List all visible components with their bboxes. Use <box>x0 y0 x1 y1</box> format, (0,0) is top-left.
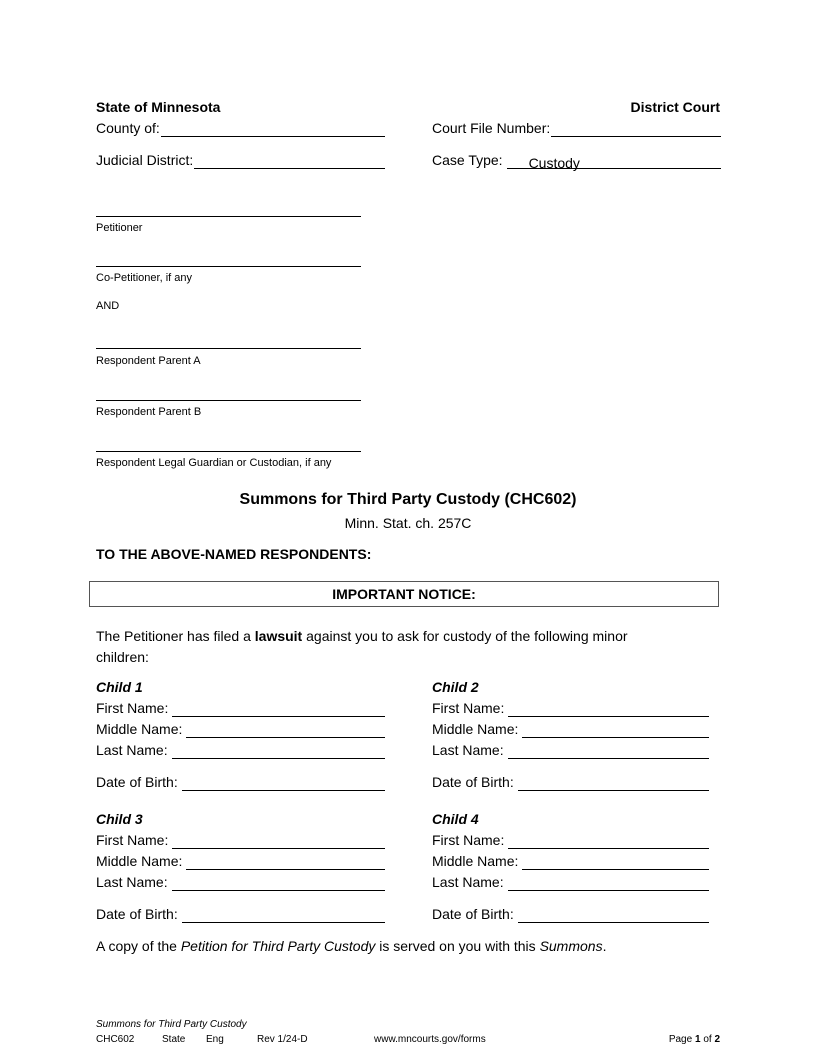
child-1-first-name-line[interactable] <box>172 702 385 717</box>
child-4-dob-field[interactable] <box>432 905 709 923</box>
child-3-dob-label: Date of Birth: <box>96 906 178 922</box>
court-label: District Court <box>630 99 720 115</box>
copy-note-middle: is served on you with this <box>375 938 540 954</box>
form-title: Summons for Third Party Custody (CHC602) <box>239 491 577 508</box>
child-4-middle-name-field[interactable] <box>432 852 709 870</box>
important-notice-box <box>89 581 719 607</box>
respondent-b-line[interactable] <box>96 400 361 401</box>
child-1-middle-name-line[interactable] <box>186 723 385 738</box>
copy-note-petition-title: Petition for Third Party Custody <box>180 938 376 954</box>
county-label: County of: <box>96 120 160 136</box>
co-petitioner-label: Co-Petitioner, if any <box>96 272 192 284</box>
child-2-dob-line[interactable] <box>518 776 709 791</box>
child-2-first-name-field[interactable] <box>432 699 709 717</box>
child-3-middle-name-line[interactable] <box>186 855 385 870</box>
child-3-first-name-label: First Name: <box>96 832 169 848</box>
child-2-first-name-label: First Name: <box>432 700 505 716</box>
respondent-guardian-label: Respondent Legal Guardian or Custodian, if any <box>96 457 332 469</box>
case-type-value[interactable]: Custody <box>507 154 721 169</box>
child-3-dob-line[interactable] <box>182 908 385 923</box>
court-file-number-input-line[interactable] <box>551 122 721 137</box>
child-4-first-name-field[interactable] <box>432 831 709 849</box>
child-3-dob-field[interactable] <box>96 905 385 923</box>
child-3-first-name-field[interactable] <box>96 831 385 849</box>
child-3-last-name-line[interactable] <box>172 876 385 891</box>
judicial-district-field[interactable] <box>96 151 385 169</box>
judicial-district-label: Judicial District: <box>96 152 194 168</box>
judicial-district-input-line[interactable] <box>194 154 385 169</box>
footer-url[interactable]: www.mncourts.gov/forms <box>374 1034 486 1045</box>
child-1-middle-name-field[interactable] <box>96 720 385 738</box>
child-2-last-name-label: Last Name: <box>432 742 504 758</box>
child-3-heading: Child 3 <box>96 811 143 827</box>
child-4-last-name-label: Last Name: <box>432 874 504 890</box>
copy-note-after: . <box>602 938 607 954</box>
child-4-dob-label: Date of Birth: <box>432 906 514 922</box>
footer-page-current: 1 <box>694 1034 701 1045</box>
footer-form-code: CHC602 <box>96 1034 135 1045</box>
copy-note-summons-word: Summons <box>539 938 603 954</box>
child-4-first-name-line[interactable] <box>508 834 709 849</box>
child-3-middle-name-label: Middle Name: <box>96 853 183 869</box>
footer-state: State <box>162 1034 186 1045</box>
statute-reference: Minn. Stat. ch. 257C <box>344 515 472 531</box>
intro-text-before: The Petitioner has filed a <box>96 628 255 644</box>
and-label: AND <box>96 300 120 312</box>
co-petitioner-line[interactable] <box>96 266 361 267</box>
case-type-field[interactable] <box>432 151 721 169</box>
child-4-dob-line[interactable] <box>518 908 709 923</box>
child-4-heading: Child 4 <box>432 811 479 827</box>
child-1-dob-label: Date of Birth: <box>96 774 178 790</box>
intro-paragraph <box>96 626 720 668</box>
footer-revision: Rev 1/24-D <box>257 1034 308 1045</box>
intro-text-line2: children: <box>96 649 149 665</box>
important-notice-heading: IMPORTANT NOTICE: <box>332 586 476 602</box>
child-4-middle-name-label: Middle Name: <box>432 853 519 869</box>
copy-note <box>96 937 606 955</box>
child-1-last-name-field[interactable] <box>96 741 385 759</box>
county-input-line[interactable] <box>161 122 385 137</box>
child-3-last-name-label: Last Name: <box>96 874 168 890</box>
child-1-dob-line[interactable] <box>182 776 385 791</box>
child-4-last-name-field[interactable] <box>432 873 709 891</box>
county-field[interactable] <box>96 119 385 137</box>
child-3-last-name-field[interactable] <box>96 873 385 891</box>
child-2-first-name-line[interactable] <box>508 702 709 717</box>
child-4-last-name-line[interactable] <box>508 876 709 891</box>
footer-page-number <box>620 1034 720 1046</box>
child-3-first-name-line[interactable] <box>172 834 385 849</box>
to-respondents-heading: TO THE ABOVE-NAMED RESPONDENTS: <box>96 546 372 562</box>
court-file-number-label: Court File Number: <box>432 120 551 136</box>
child-3-middle-name-field[interactable] <box>96 852 385 870</box>
child-1-last-name-label: Last Name: <box>96 742 168 758</box>
child-1-first-name-field[interactable] <box>96 699 385 717</box>
respondent-a-line[interactable] <box>96 348 361 349</box>
child-1-first-name-label: First Name: <box>96 700 169 716</box>
child-1-last-name-line[interactable] <box>172 744 385 759</box>
case-type-label: Case Type: <box>432 152 503 168</box>
child-1-heading: Child 1 <box>96 679 143 695</box>
state-label: State of Minnesota <box>96 99 221 115</box>
court-file-number-field[interactable] <box>432 119 721 137</box>
child-2-dob-label: Date of Birth: <box>432 774 514 790</box>
footer-of-word: of <box>703 1034 712 1045</box>
respondent-b-label: Respondent Parent B <box>96 406 202 418</box>
child-4-first-name-label: First Name: <box>432 832 505 848</box>
child-1-middle-name-label: Middle Name: <box>96 721 183 737</box>
footer-form-title: Summons for Third Party Custody <box>96 1019 247 1030</box>
child-2-middle-name-line[interactable] <box>522 723 709 738</box>
child-2-heading: Child 2 <box>432 679 479 695</box>
child-2-middle-name-label: Middle Name: <box>432 721 519 737</box>
respondent-guardian-line[interactable] <box>96 451 361 452</box>
petitioner-label: Petitioner <box>96 222 143 234</box>
child-2-dob-field[interactable] <box>432 773 709 791</box>
footer-page-word: Page <box>668 1034 693 1045</box>
footer-language: Eng <box>206 1034 224 1045</box>
child-2-last-name-line[interactable] <box>508 744 709 759</box>
respondent-a-label: Respondent Parent A <box>96 355 201 367</box>
petitioner-line[interactable] <box>96 216 361 217</box>
footer-page-total: 2 <box>714 1034 720 1045</box>
child-4-middle-name-line[interactable] <box>522 855 709 870</box>
intro-lawsuit-word: lawsuit <box>254 628 303 644</box>
child-1-dob-field[interactable] <box>96 773 385 791</box>
copy-note-before: A copy of the <box>96 938 181 954</box>
child-2-last-name-field[interactable] <box>432 741 709 759</box>
intro-text-after: against you to ask for custody of the following minor <box>302 628 628 644</box>
child-2-middle-name-field[interactable] <box>432 720 709 738</box>
